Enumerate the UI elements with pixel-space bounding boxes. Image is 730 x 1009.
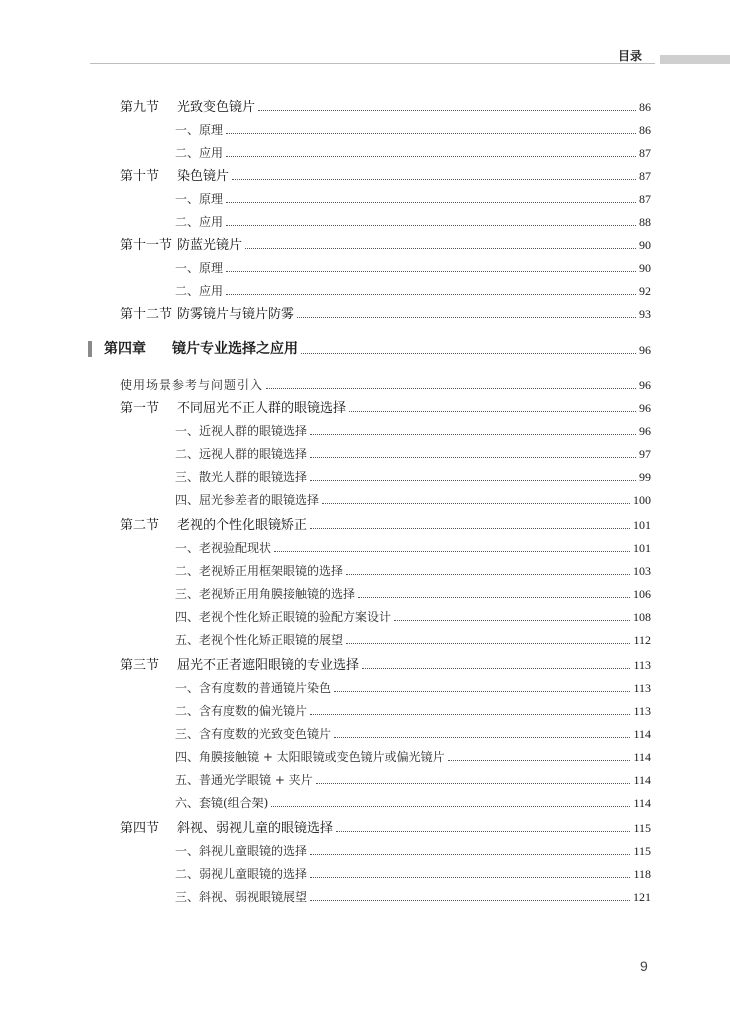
toc-entry-name: 斜视、弱视儿童的眼镜选择: [177, 821, 334, 836]
toc-entry-page: 101: [633, 541, 651, 555]
toc-entry-name: 四、老视个性化矫正眼镜的验配方案设计: [175, 610, 392, 624]
toc-entry-sub[interactable]: [175, 116, 651, 138]
toc-entry-name: 二、应用: [175, 146, 224, 160]
toc-entry-title: [175, 631, 343, 648]
toc-entry-page: 97: [639, 447, 651, 461]
chapter-marker-icon: [88, 341, 92, 357]
toc-entry-sub[interactable]: [175, 720, 651, 742]
toc-entry-title: [175, 794, 268, 811]
dot-leader: [266, 388, 636, 389]
dot-leader: [226, 156, 636, 157]
toc-entry-page: 90: [639, 261, 651, 275]
toc-entry-name: 二、弱视儿童眼镜的选择: [175, 867, 308, 881]
toc-entry-name: 染色镜片: [177, 169, 230, 184]
toc-entry-name: 三、斜视、弱视眼镜展望: [175, 890, 308, 904]
toc-entry-title: [175, 771, 313, 788]
toc-entry-title: [175, 213, 223, 230]
dot-leader: [346, 643, 630, 644]
toc-entry-page: 92: [639, 284, 651, 298]
dot-leader: [310, 854, 630, 855]
dot-leader: [226, 133, 636, 134]
toc-entry-page: 88: [639, 215, 651, 229]
toc-entry-page: 121: [633, 890, 651, 904]
toc-entry-sub[interactable]: [175, 254, 651, 276]
toc-entry-chapter[interactable]: [88, 336, 651, 358]
toc-entry-sub[interactable]: [175, 860, 651, 882]
toc-entry-sub[interactable]: [175, 580, 651, 602]
toc-entry-section[interactable]: [120, 300, 651, 322]
toc-entry-page: 112: [633, 633, 651, 647]
toc-entry-title: [120, 397, 346, 416]
toc-entry-title: [120, 817, 333, 836]
toc-entry-page: 113: [633, 658, 651, 672]
toc-entry-sub[interactable]: [175, 789, 651, 811]
toc-entry-section[interactable]: [120, 394, 651, 416]
toc-entry-title: [175, 585, 355, 602]
toc-entry-title: [88, 338, 298, 358]
toc-entry-sub[interactable]: [175, 557, 651, 579]
toc-entry-title: [175, 865, 307, 882]
toc-entry-title: [120, 514, 307, 533]
toc-entry-name: 一、老视验配现状: [175, 541, 272, 555]
toc-entry-page: 115: [633, 821, 651, 835]
dot-leader: [310, 877, 630, 878]
toc-entry-title: [175, 190, 223, 207]
toc-entry-name: 防雾镜片与镜片防雾: [177, 307, 295, 322]
toc-entry-number: 第四节: [120, 821, 160, 836]
toc-entry-page: 101: [633, 518, 651, 532]
header-tab-bar: [660, 55, 730, 64]
toc-entry-page: 96: [639, 378, 651, 392]
toc-entry-number: 第九节: [120, 100, 160, 115]
toc-entry-name: 一、近视人群的眼镜选择: [175, 424, 308, 438]
toc-entry-name: 四、角膜接触镜 + 太阳眼镜或变色镜片或偏光镜片: [175, 750, 445, 764]
toc-entry-page: 113: [633, 704, 651, 718]
toc-entry-page: 96: [639, 401, 651, 415]
toc-entry-page: 118: [633, 867, 651, 881]
dot-leader: [271, 806, 630, 807]
dot-leader: [322, 503, 630, 504]
toc-entry-number: 第三节: [120, 658, 160, 673]
dot-leader: [310, 480, 636, 481]
toc-entry-sub[interactable]: [175, 837, 651, 859]
dot-leader: [394, 620, 630, 621]
dot-leader: [226, 271, 636, 272]
toc-entry-name: 镜片专业选择之应用: [172, 341, 298, 357]
toc-entry-section[interactable]: [120, 162, 651, 184]
dot-leader: [316, 783, 631, 784]
dot-leader: [226, 225, 636, 226]
toc-entry-number: 第二节: [120, 518, 160, 533]
toc-entry-name: 六、套镜(组合架): [175, 796, 269, 810]
toc-entry-title: [175, 842, 307, 859]
toc-entry-sub[interactable]: [175, 883, 651, 905]
running-header-title: 目录: [618, 49, 643, 63]
toc-entry-number: 第一节: [120, 401, 160, 416]
toc-entry-name: 老视的个性化眼镜矫正: [177, 518, 308, 533]
toc-entry-section[interactable]: [120, 814, 651, 836]
toc-entry-name: 一、原理: [175, 123, 224, 137]
dot-leader: [336, 831, 630, 832]
toc-entry-title: [175, 491, 319, 508]
toc-entry-sub[interactable]: [175, 534, 651, 556]
toc-entry-page: 113: [633, 681, 651, 695]
toc-entry-title: [175, 121, 223, 138]
toc-entry-name: 一、含有度数的普通镜片染色: [175, 681, 332, 695]
toc-entry-page: 100: [633, 493, 651, 507]
toc-entry-page: 108: [633, 610, 651, 624]
dot-leader: [310, 528, 630, 529]
dot-leader: [349, 411, 636, 412]
toc-entry-page: 96: [639, 343, 651, 357]
toc-entry-title: [175, 888, 307, 905]
toc-entry-name: 五、老视个性化矫正眼镜的展望: [175, 633, 344, 647]
toc-entry-number: 第十节: [120, 169, 160, 184]
toc-entry-sub[interactable]: [175, 277, 651, 299]
toc-entry-page: 93: [639, 307, 651, 321]
dot-leader: [310, 900, 630, 901]
toc-entry-name: 一、原理: [175, 192, 224, 206]
toc-entry-sub[interactable]: [175, 674, 651, 696]
toc-entry-page: 115: [633, 844, 651, 858]
dot-leader: [226, 202, 636, 203]
toc-entry-page: 87: [639, 146, 651, 160]
toc-entry-name: 三、含有度数的光致变色镜片: [175, 727, 332, 741]
toc-entry-sub[interactable]: [175, 139, 651, 161]
toc-entry-name: 二、应用: [175, 284, 224, 298]
toc-entry-name: 二、含有度数的偏光镜片: [175, 704, 308, 718]
toc-entry-intro[interactable]: [120, 371, 651, 393]
toc-entry-section[interactable]: [120, 231, 651, 253]
toc-entry-page: 99: [639, 470, 651, 484]
toc-entry-name: 防蓝光镜片: [177, 238, 243, 253]
toc-entry-name: 一、斜视儿童眼镜的选择: [175, 844, 308, 858]
toc-entry-title: [175, 259, 223, 276]
toc-entry-page: 87: [639, 169, 651, 183]
toc-entry-sub[interactable]: [175, 185, 651, 207]
toc-entry-page: 86: [639, 123, 651, 137]
toc-entry-title: [175, 282, 223, 299]
toc-entry-title: [175, 445, 307, 462]
dot-leader: [245, 248, 636, 249]
toc-entry-page: 114: [633, 750, 651, 764]
toc-entry-name: 二、老视矫正用框架眼镜的选择: [175, 564, 344, 578]
dot-leader: [258, 110, 636, 111]
toc-entry-title: [175, 679, 331, 696]
dot-leader: [334, 691, 630, 692]
toc-entry-section[interactable]: [120, 93, 651, 115]
toc-entry-title: [120, 234, 242, 253]
toc-entry-sub[interactable]: [175, 440, 651, 462]
toc-entry-name: 二、远视人群的眼镜选择: [175, 447, 308, 461]
dot-leader: [310, 434, 636, 435]
toc-entry-title: [175, 144, 223, 161]
dot-leader: [310, 457, 636, 458]
toc-entry-name: 三、散光人群的眼镜选择: [175, 470, 308, 484]
toc-entry-name: 一、原理: [175, 261, 224, 275]
toc-entry-page: 106: [633, 587, 651, 601]
dot-leader: [358, 597, 630, 598]
toc-entry-name: 光致变色镜片: [177, 100, 256, 115]
toc-entry-section[interactable]: [120, 511, 651, 533]
toc-entry-name: 三、老视矫正用角膜接触镜的选择: [175, 587, 356, 601]
toc-entry-title: [120, 654, 359, 673]
toc-entry-page: 114: [633, 773, 651, 787]
dot-leader: [232, 179, 636, 180]
toc-entry-title: [175, 702, 307, 719]
toc-entry-title: [175, 748, 445, 765]
toc-entry-page: 96: [639, 424, 651, 438]
dot-leader: [362, 668, 630, 669]
toc-entry-number: 第十二节: [120, 307, 173, 322]
toc-entry-name: 使用场景参考与问题引入: [120, 378, 264, 392]
header-rule: [90, 63, 655, 64]
dot-leader: [301, 353, 636, 354]
page-number: 9: [640, 958, 648, 974]
toc-entry-title: [120, 376, 263, 393]
toc-entry-sub[interactable]: [175, 208, 651, 230]
toc-entry-page: 86: [639, 100, 651, 114]
dot-leader: [448, 760, 631, 761]
toc-entry-name: 二、应用: [175, 215, 224, 229]
toc-entry-page: 114: [633, 727, 651, 741]
toc-entry-name: 五、普通光学眼镜 + 夹片: [175, 773, 313, 787]
toc-entry-title: [175, 539, 271, 556]
toc-entry-sub[interactable]: [175, 743, 651, 765]
toc-entry-section[interactable]: [120, 651, 651, 673]
dot-leader: [274, 551, 630, 552]
toc-entry-page: 90: [639, 238, 651, 252]
toc-entry-page: 103: [633, 564, 651, 578]
toc-entry-sub[interactable]: [175, 626, 651, 648]
toc-entry-title: [175, 608, 391, 625]
toc-entry-sub[interactable]: [175, 417, 651, 439]
dot-leader: [310, 714, 630, 715]
toc-entry-sub[interactable]: [175, 697, 651, 719]
toc-entry-name: 不同屈光不正人群的眼镜选择: [177, 401, 347, 416]
toc-entry-sub[interactable]: [175, 766, 651, 788]
toc-entry-sub[interactable]: [175, 486, 651, 508]
toc-entry-name: 屈光不正者遮阳眼镜的专业选择: [177, 658, 360, 673]
dot-leader: [346, 574, 630, 575]
toc-entry-page: 87: [639, 192, 651, 206]
toc-entry-page: 114: [633, 796, 651, 810]
toc-entry-title: [175, 725, 331, 742]
toc-entry-number: 第四章: [104, 341, 146, 357]
toc-entry-title: [120, 303, 294, 322]
dot-leader: [226, 294, 636, 295]
toc-entry-title: [120, 96, 255, 115]
toc-entry-sub[interactable]: [175, 463, 651, 485]
toc-entry-title: [175, 562, 343, 579]
toc-entry-title: [175, 468, 307, 485]
toc-entry-title: [175, 422, 307, 439]
dot-leader: [297, 317, 636, 318]
toc-entry-title: [120, 165, 229, 184]
toc-entry-number: 第十一节: [120, 238, 173, 253]
dot-leader: [334, 737, 630, 738]
toc-entry-sub[interactable]: [175, 603, 651, 625]
toc-entry-name: 四、屈光参差者的眼镜选择: [175, 493, 320, 507]
